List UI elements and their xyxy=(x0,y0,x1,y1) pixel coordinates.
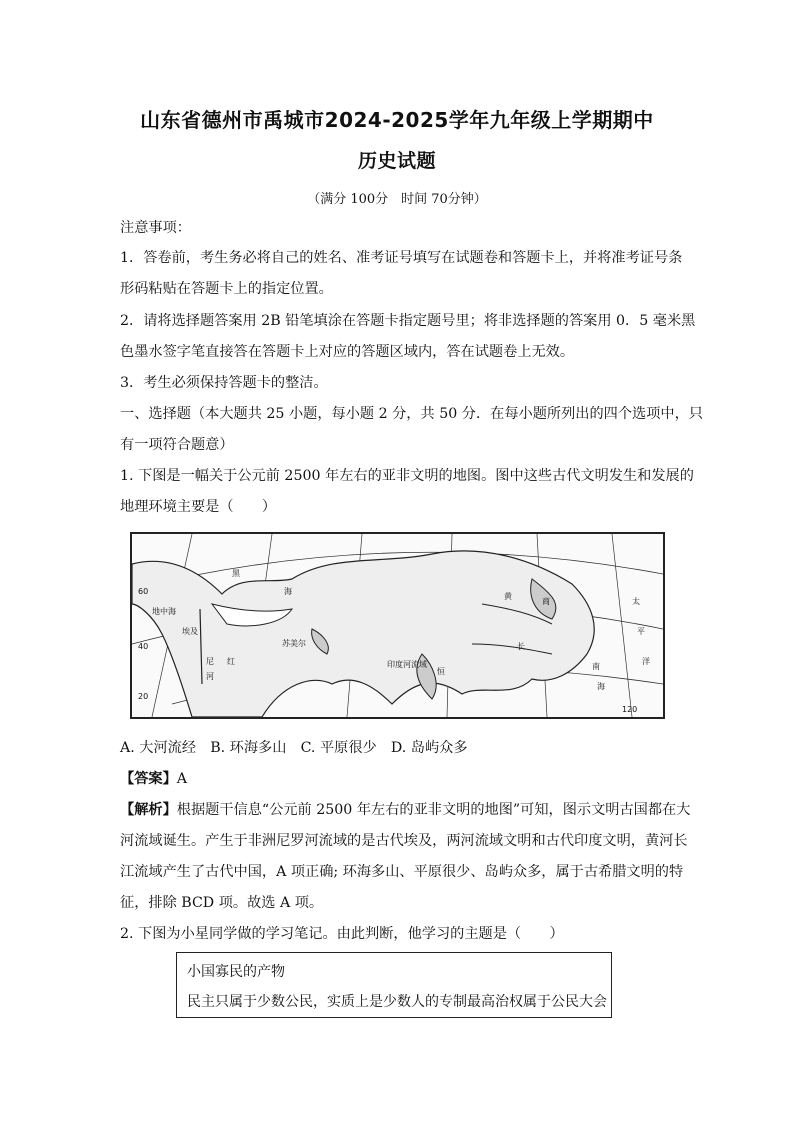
q1-analysis-text-1: 根据题干信息“公元前 2500 年左右的亚非文明的地图”可知，图示文明古国都在大 xyxy=(176,802,691,818)
study-note-line-2: 民主只属于少数公民，实质上是少数人的专制最高治权属于公民大会 xyxy=(187,994,607,1010)
map-label-ganges: 恒 xyxy=(437,667,445,676)
map-label-lat-20: 20 xyxy=(138,692,149,701)
q1-analysis-label: 【解析】 xyxy=(120,802,177,818)
q1-stem-line-2: 地理环境主要是（ ） xyxy=(120,499,277,515)
q2-stem: 2. 下图为小星同学做的学习笔记。由此判断，他学习的主题是（ ） xyxy=(120,926,564,942)
map-label-pacific-3: 洋 xyxy=(642,657,650,666)
map-label-lon-120: 120 xyxy=(622,705,638,714)
map-label-pacific-2: 平 xyxy=(637,627,645,636)
q1-analysis-line-4: 征，排除 BCD 项。故选 A 项。 xyxy=(120,895,324,911)
q1-stem-line-1: 1. 下图是一幅关于公元前 2500 年左右的亚非文明的地图。图中这些古代文明发生和发展的 xyxy=(120,468,694,484)
map-label-egypt: 埃及 xyxy=(182,627,198,636)
map-label-mediterranean: 地中海 xyxy=(152,607,176,616)
study-note-line-1: 小国寡民的产物 xyxy=(187,964,285,980)
map-label-lat-60: 60 xyxy=(138,587,149,596)
score-time: （满分 100分 时间 70分钟） xyxy=(307,192,487,207)
ancient-civilizations-map xyxy=(130,532,665,719)
map-label-pacific-1: 太 xyxy=(632,597,640,606)
study-note-box xyxy=(176,952,612,1018)
q1-options: A. 大河流经 B. 环海多山 C. 平原很少 D. 岛屿众多 xyxy=(120,740,468,756)
map-label-lat-40: 40 xyxy=(138,642,149,651)
map-label-sumer: 苏美尔 xyxy=(282,639,306,648)
q1-answer-value: A xyxy=(176,771,188,787)
map-label-river: 河 xyxy=(206,672,214,681)
map-label-black-sea: 黑 xyxy=(232,569,240,578)
q1-analysis-line-2: 河流域诞生。产生于非洲尼罗河流域的是古代埃及，两河流域文明和古代印度文明，黄河长 xyxy=(120,833,688,849)
note-item-3: 3．考生必须保持答题卡的整洁。 xyxy=(120,375,328,391)
map-label-yellow: 黄 xyxy=(504,592,512,601)
notes-heading: 注意事项： xyxy=(120,220,191,236)
map-label-sea: 海 xyxy=(284,587,292,596)
q1-answer-label: 【答案】 xyxy=(120,771,177,787)
map-label-sea-2: 海 xyxy=(597,682,605,691)
note-item-2-line-1: 2．请将选择题答案用 2B 铅笔填涂在答题卡指定题号里；将非选择题的答案用 0．5 毫米黑 xyxy=(120,313,696,329)
section-1-heading-line-2: 有一项符合题意） xyxy=(120,437,234,453)
map-label-south: 南 xyxy=(592,662,600,671)
map-label-red: 红 xyxy=(227,657,235,666)
subject-title: 历史试题 xyxy=(357,150,436,172)
note-item-2-line-2: 色墨水签字笔直接答在答题卡上对应的答题区域内，答在试题卷上无效。 xyxy=(120,344,575,360)
q1-analysis-line-3: 江流域产生了古代中国，A 项正确; 环海多山、平原很少、岛屿众多，属于古希腊文明的特 xyxy=(120,864,684,880)
map-graphic xyxy=(132,534,663,717)
exam-title: 山东省德州市禹城市2024-2025学年九年级上学期期中 xyxy=(140,108,654,132)
note-item-1-line-2: 形码粘贴在答题卡上的指定位置。 xyxy=(120,281,333,297)
map-label-nile: 尼 xyxy=(206,657,214,666)
map-label-yangtze: 长 xyxy=(517,642,525,651)
q1-answer xyxy=(120,769,680,789)
note-item-1-line-1: 1．答卷前，考生务必将自己的姓名、准考证号填写在试题卷和答题卡上，并将准考证号条 xyxy=(120,250,683,266)
map-label-indus: 印度河流域 xyxy=(387,660,427,669)
q1-analysis-line-1 xyxy=(120,800,691,820)
map-label-shang: 商 xyxy=(542,597,550,606)
section-1-heading-line-1: 一、选择题（本大题共 25 小题，每小题 2 分，共 50 分．在每小题所列出的四个选项中，只 xyxy=(120,406,703,422)
